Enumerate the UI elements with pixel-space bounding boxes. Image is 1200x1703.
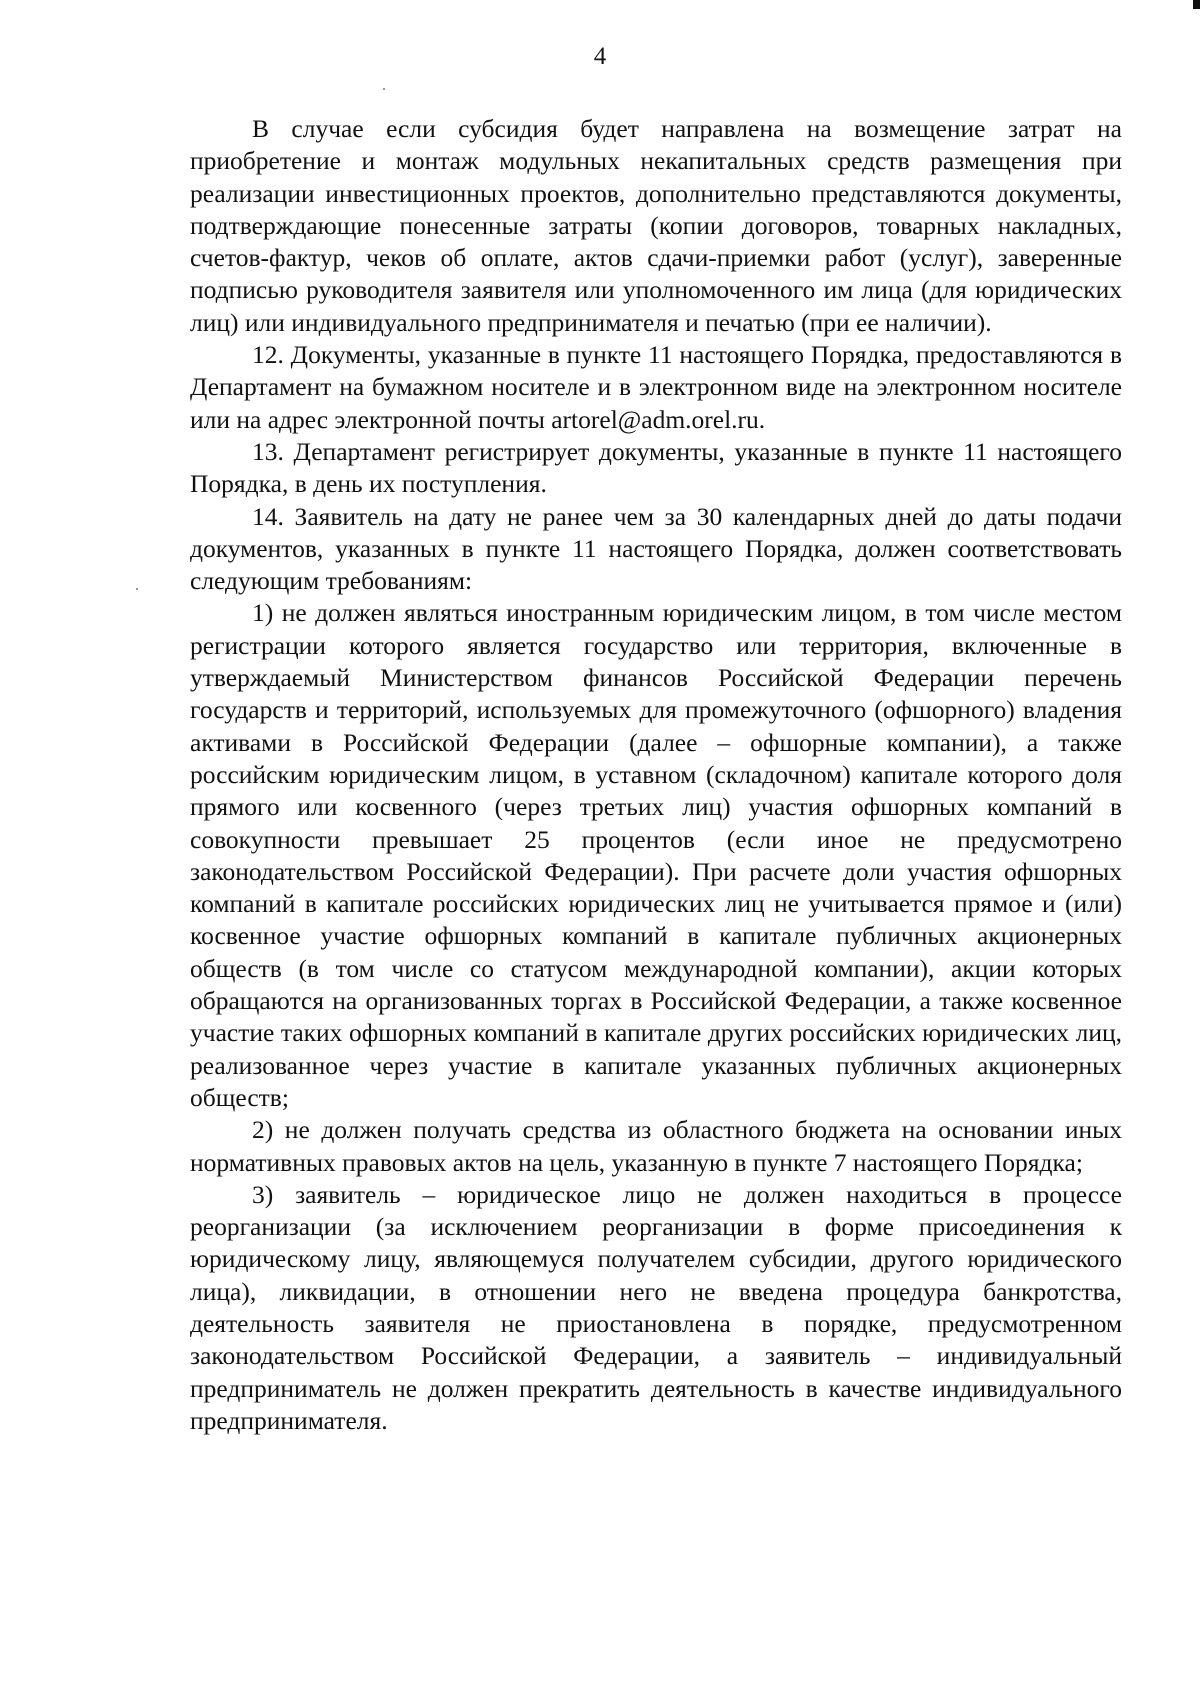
paragraph-requirement-2: 2) не должен получать средства из областного бюджета на основании иных нормативных правовых актов на цель, указанную в пункте 7 настоящего Порядка;	[190, 1115, 1122, 1177]
scan-corner-mark	[1193, 0, 1200, 9]
paragraph-requirement-1: 1) не должен являться иностранным юридическим лицом, в том числе местом регистрации которого является государство или территория, включенные в утверждаемый Министерством финансов Российской Федерации перечень государств и территорий, используемых для промежуточного (офшорного) владения активами в Российской Федерации (далее – офшорные компании), а также российским юридическим лицом, в уставном (складочном) капитале которого доля прямого или косвенного (через третьих лиц) участия офшорных компаний в совокупности превышает 25 процентов (если иное не предусмотрено законодательством Российской Федерации). При расчете доли участия офшорных компаний в капитале российских юридических лиц не учитывается прямое и (или) косвенное участие офшорных компаний в капитале публичных акционерных обществ (в том числе со статусом международной компании), акции которых обращаются на организованных торгах в Российской Федерации, а также косвенное участие таких офшорных компаний в капитале других российских юридических лиц, реализованное через участие в капитале указанных публичных акционерных обществ;	[190, 598, 1122, 1112]
paragraph-item-13: 13. Департамент регистрирует документы, указанные в пункте 11 настоящего Порядка, в день их поступления.	[190, 436, 1122, 499]
scan-speck	[383, 88, 385, 90]
scan-speck	[136, 588, 138, 590]
paragraph-item-14: 14. Заявитель на дату не ранее чем за 30 календарных дней до даты подачи документов, указанных в пункте 11 настоящего Порядка, должен соответствовать следующим требованиям:	[190, 501, 1122, 596]
paragraph-item-12: 12. Документы, указанные в пункте 11 настоящего Порядка, предоставляются в Департамент на бумажном носителе и в электронном виде на электронном носителе или на адрес электронной почты artorel@adm.orel.ru.	[190, 340, 1122, 434]
paragraph-subsidy-costs: В случае если субсидия будет направлена на возмещение затрат на приобретение и монтаж модульных некапитальных средств размещения при реализации инвестиционных проектов, дополнительно представляются документы, подтверждающие понесенные затраты (копии договоров, товарных накладных, счетов-фактур, чеков об оплате, актов сдачи-приемки работ (услуг), заверенные подписью руководителя заявителя или уполномоченного им лица (для юридических лиц) или индивидуального предпринимателя и печатью (при ее наличии).	[190, 114, 1122, 337]
document-body	[190, 113, 1122, 1437]
paragraph-requirement-3: 3) заявитель – юридическое лицо не должен находиться в процессе реорганизации (за исключением реорганизации в форме присоединения к юридическому лицу, являющемуся получателем субсидии, другого юридического лица), ликвидации, в отношении него не введена процедура банкротства, деятельность заявителя не приостановлена в порядке, предусмотренном законодательством Российской Федерации, а заявитель – индивидуальный предприниматель не должен прекратить деятельность в качестве индивидуального предпринимателя.	[190, 1179, 1122, 1435]
page-number: 4	[593, 43, 607, 70]
